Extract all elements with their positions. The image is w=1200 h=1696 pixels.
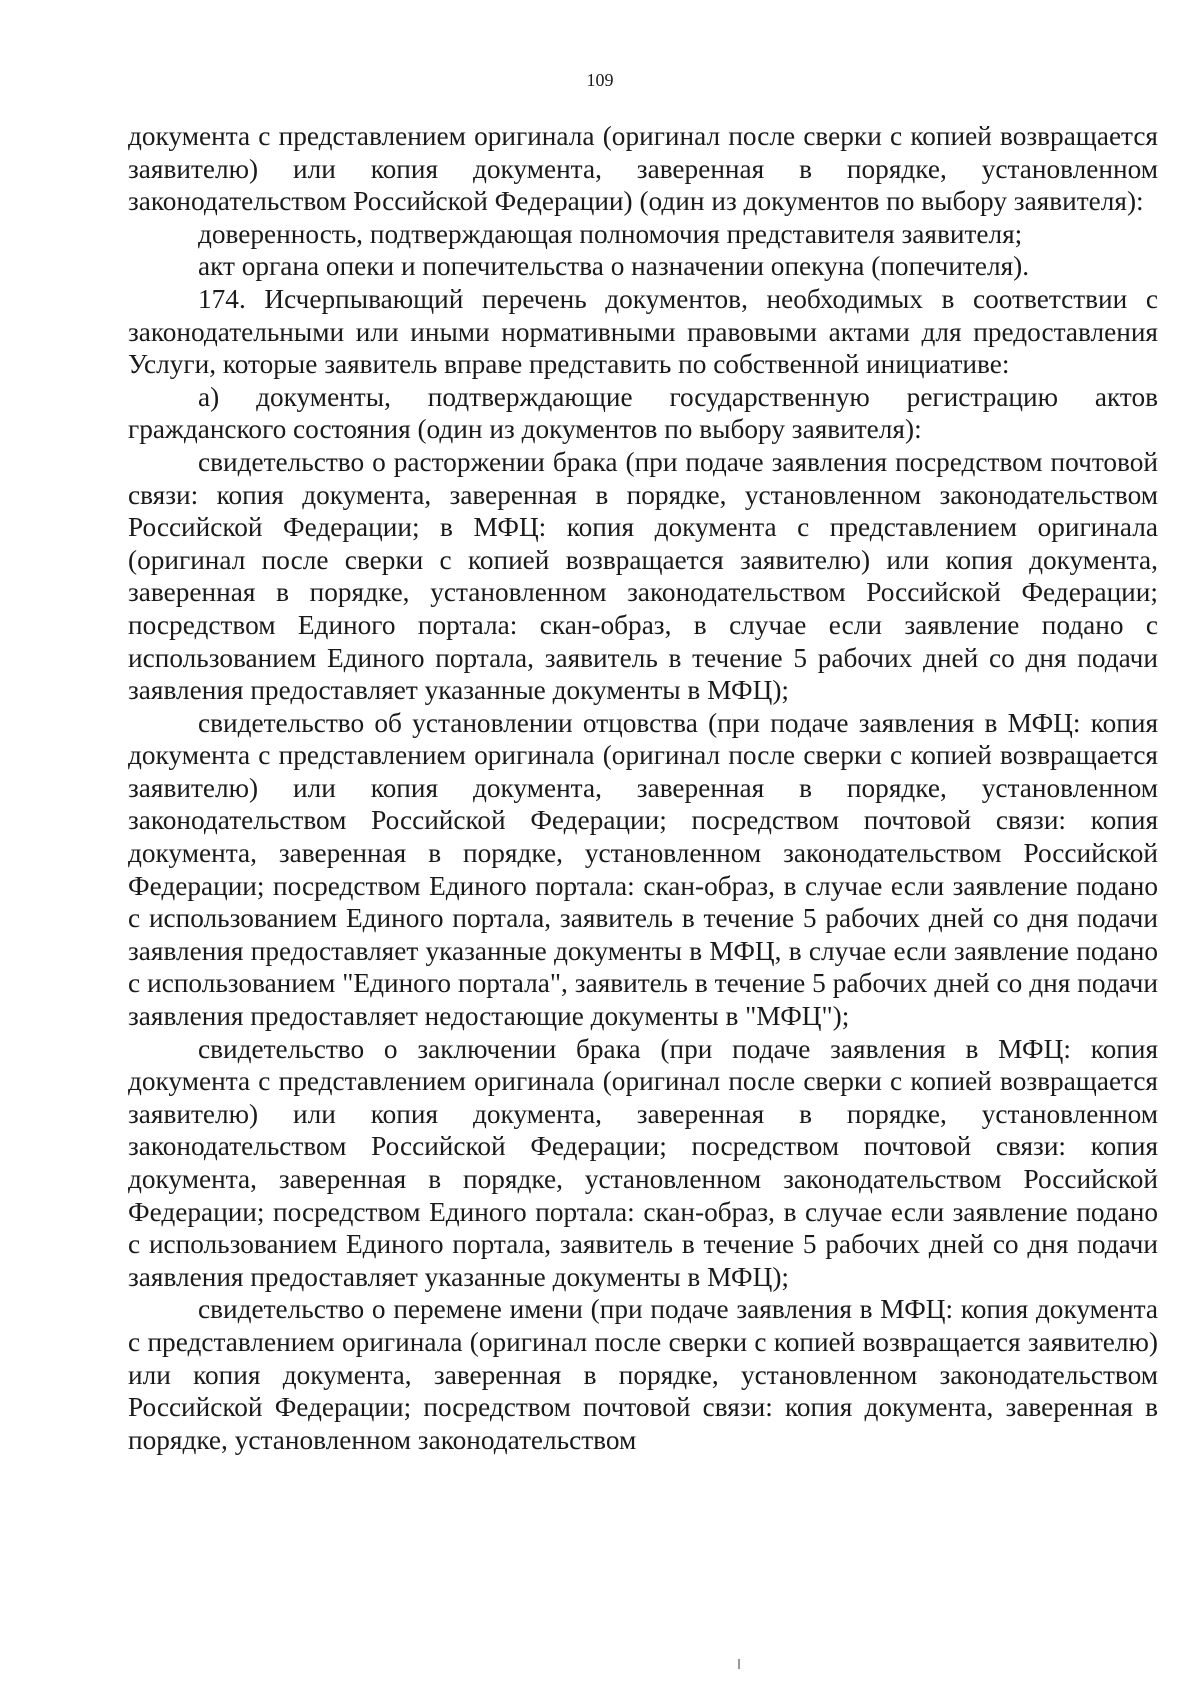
paragraph-paternity-certificate: свидетельство об установлении отцовства (при подаче заявления в МФЦ: копия документа с представлением оригинала (оригинал после сверки с копией возвращается заявителю) или копия документа, заверенная в порядке, установленном законодательством Российской Федерации; посредством почтовой связи: копия документа, заверенная в порядке, установленном законодательством Российской Федерации; посредством Единого портала: скан-образ, в случае если заявление подано с использованием Единого портала, заявитель в течение 5 рабочих дней со дня подачи заявления предоставляет указанные документы в МФЦ, в случае если заявление подано с использованием "Единого портала", заявитель в течение 5 рабочих дней со дня подачи заявления предоставляет недостающие документы в "МФЦ"); (128, 707, 1158, 1032)
paragraph-power-of-attorney: доверенность, подтверждающая полномочия представителя заявителя; (198, 218, 1023, 249)
paragraph-divorce-certificate: свидетельство о расторжении брака (при подаче заявления посредством почтовой связи: копия документа, заверенная в порядке, установленном законодательством Российской Федерации; в МФЦ: копия документа с представлением оригинала (оригинал после сверки с копией возвращается заявителю) или копия документа, заверенная в порядке, установленном законодательством Российской Федерации; посредством Единого портала: скан-образ, в случае если заявление подано с использованием Единого портала, заявитель в течение 5 рабочих дней со дня подачи заявления предоставляет указанные документы в МФЦ); (128, 446, 1158, 706)
paragraph-marriage-certificate: свидетельство о заключении брака (при подаче заявления в МФЦ: копия документа с представлением оригинала (оригинал после сверки с копией возвращается заявителю) или копия документа, заверенная в порядке, установленном законодательством Российской Федерации; посредством почтовой связи: копия документа, заверенная в порядке, установленном законодательством Российской Федерации; посредством Единого портала: скан-образ, в случае если заявление подано с использованием Единого портала, заявитель в течение 5 рабочих дней со дня подачи заявления предоставляет указанные документы в МФЦ); (128, 1033, 1158, 1292)
page-number: 109 (586, 70, 614, 90)
paragraph-subitem-a: а) документы, подтверждающие государственную регистрацию актов гражданского состояния (один из документов по выбору заявителя): (128, 381, 1158, 445)
paragraph-guardianship-act: акт органа опеки и попечительства о назначении опекуна (попечителя). (198, 251, 1030, 282)
paragraph-continuation: документа с представлением оригинала (оригинал после сверки с копией возвращается заявителю) или копия документа, заверенная в порядке, установленном законодательством Российской Федерации) (один из документов по выбору заявителя): (128, 121, 1158, 217)
paragraph-item-174: 174. Исчерпывающий перечень документов, необходимых в соответствии с законодательными или иными нормативными правовыми актами для предоставления Услуги, которые заявитель вправе представить по собственной инициативе: (128, 283, 1158, 380)
document-body (128, 120, 1158, 1456)
scan-artifact (738, 1659, 740, 1669)
paragraph-name-change-certificate: свидетельство о перемене имени (при подаче заявления в МФЦ: копия документа с представлением оригинала (оригинал после сверки с копией возвращается заявителю) или копия документа, заверенная в порядке, установленном законодательством Российской Федерации; посредством почтовой связи: копия документа, заверенная в порядке, установленном законодательством (128, 1294, 1158, 1455)
